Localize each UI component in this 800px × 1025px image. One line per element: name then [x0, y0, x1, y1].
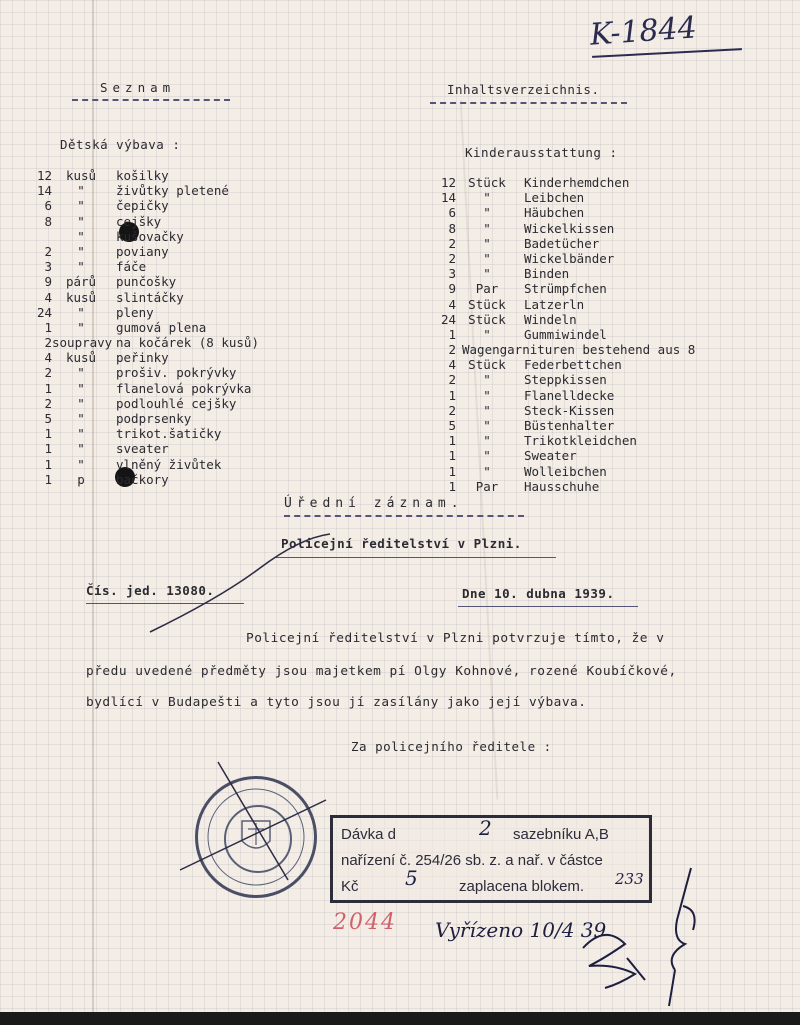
item-name: sveater [116, 441, 169, 457]
item-name: trikot.šatičky [116, 426, 222, 442]
item-name: Hausschuhe [524, 478, 600, 494]
item-unit: " [77, 380, 85, 396]
item-name: poviany [116, 243, 169, 259]
item-unit: " [483, 372, 491, 388]
item-name: kušovačky [116, 228, 184, 244]
list-item [430, 205, 701, 220]
item-unit: " [483, 190, 491, 206]
item-quantity: 9 [448, 281, 456, 297]
item-unit: " [77, 259, 85, 275]
item-quantity: 2 [448, 402, 456, 418]
paper-fold [92, 0, 94, 1025]
item-name: prošiv. pokrývky [116, 365, 237, 381]
item-name: Flanelldecke [524, 387, 615, 403]
item-name: vlněný živůtek [116, 456, 222, 472]
item-unit: Par [475, 281, 499, 297]
item-name [695, 342, 701, 357]
czech-list-title: Seznam [100, 80, 176, 95]
item-name: bačkory [116, 471, 169, 487]
item-quantity: 2 [448, 250, 456, 266]
list-item [22, 168, 259, 183]
item-quantity: 3 [448, 266, 456, 282]
item-unit: Stück [468, 357, 506, 373]
item-unit: " [483, 205, 491, 221]
list-item [22, 229, 259, 244]
item-quantity: 5 [448, 418, 456, 433]
item-name: Wolleibchen [524, 463, 607, 479]
german-item-list [430, 175, 701, 494]
record-title-underline [284, 515, 524, 517]
list-item [430, 342, 701, 357]
item-name: peřinky [116, 350, 169, 366]
item-name: Wickelbänder [524, 250, 615, 266]
item-name: Kinderhemdchen [524, 175, 630, 190]
item-quantity: 2 [448, 372, 456, 388]
list-item [430, 190, 701, 205]
record-date: Dne 10. dubna 1939. [462, 586, 615, 601]
item-quantity: 2 [44, 395, 52, 411]
item-quantity: 1 [448, 433, 456, 449]
item-quantity: 4 [44, 289, 52, 305]
list-item [430, 236, 701, 251]
list-item [22, 441, 259, 456]
item-unit: " [77, 441, 85, 457]
item-name: Binden [524, 266, 570, 282]
list-item [22, 305, 259, 320]
german-list-title: Inhaltsverzeichnis. [447, 82, 600, 97]
list-item [22, 198, 259, 213]
stamp-line-3-label: Kč [341, 878, 359, 895]
item-quantity: 1 [44, 456, 52, 472]
list-item [22, 290, 259, 305]
item-quantity: 5 [44, 411, 52, 426]
item-unit: " [77, 228, 85, 244]
item-unit: Wagengarnituren bestehend aus 8 [462, 342, 696, 358]
item-unit: kusů [65, 289, 97, 305]
item-unit: " [77, 213, 85, 229]
list-item [430, 418, 701, 433]
item-quantity: 4 [44, 350, 52, 366]
stamp-block-number: 233 [615, 870, 644, 888]
list-item [430, 312, 701, 327]
item-name: Leibchen [524, 190, 585, 206]
item-unit: " [77, 319, 85, 335]
item-unit: " [77, 183, 85, 199]
record-authority: Policejní ředitelství v Plzni. [281, 536, 522, 551]
handwritten-note: Vyřízeno 10/4 39 [435, 918, 607, 942]
item-unit: Stück [468, 311, 506, 327]
item-quantity: 3 [44, 259, 52, 275]
german-list-subtitle: Kinderausstattung : [465, 145, 618, 160]
czech-title-underline [72, 99, 230, 101]
item-unit: " [77, 411, 85, 426]
item-quantity: 8 [44, 213, 52, 229]
item-name: cejšky [116, 213, 162, 229]
list-item [430, 433, 701, 448]
item-quantity: 12 [440, 175, 456, 190]
item-quantity: 6 [44, 198, 52, 214]
signature-line: Za policejního ředitele : [351, 739, 552, 754]
list-item [22, 396, 259, 411]
list-item [22, 244, 259, 259]
item-quantity: 1 [448, 448, 456, 464]
fee-stamp [330, 815, 652, 903]
item-unit: Par [475, 478, 499, 494]
item-name: Sweater [524, 448, 577, 464]
item-quantity: 1 [448, 387, 456, 403]
item-name: košilky [116, 168, 169, 183]
item-name: Häubchen [524, 205, 585, 221]
list-item [22, 365, 259, 380]
item-name: gumová plena [116, 319, 207, 335]
item-unit: " [483, 220, 491, 236]
item-quantity: 24 [36, 304, 52, 320]
item-quantity: 14 [440, 190, 456, 206]
reference-number: K-1844 [588, 10, 698, 53]
item-unit: Stück [468, 296, 506, 312]
list-item [430, 175, 701, 190]
item-unit: " [483, 433, 491, 449]
list-item [430, 251, 701, 266]
record-title: Úřední záznam. [284, 496, 464, 511]
item-quantity: 2 [44, 335, 52, 351]
item-name: Federbettchen [524, 357, 622, 373]
german-title-underline [430, 102, 627, 104]
list-item [430, 357, 701, 372]
item-unit: " [77, 395, 85, 411]
item-quantity: 2 [448, 235, 456, 251]
stamp-line-1-label: Dávka d [341, 826, 397, 843]
item-quantity: 2 [44, 365, 52, 381]
item-quantity: 9 [44, 274, 52, 290]
item-quantity: 1 [448, 463, 456, 479]
item-name: živůtky pletené [116, 183, 229, 199]
item-unit: " [483, 448, 491, 464]
item-unit: p [77, 471, 85, 487]
list-item [430, 388, 701, 403]
item-unit: " [483, 250, 491, 266]
item-quantity [22, 229, 52, 244]
item-quantity: 1 [44, 441, 52, 457]
stamp-line-2: nařízení č. 254/26 sb. z. a nař. v částce [341, 852, 603, 869]
item-quantity: 4 [448, 296, 456, 312]
stamp-line-1-rest: sazebníku A,B [513, 826, 609, 843]
item-quantity: 1 [44, 471, 52, 487]
item-unit: kusů [65, 350, 97, 366]
list-item [22, 214, 259, 229]
item-quantity: 12 [36, 168, 52, 183]
item-name: Latzerln [524, 296, 585, 312]
list-item [430, 297, 701, 312]
item-name: podlouhlé cejšky [116, 395, 237, 411]
record-body-line-1: Policejní ředitelství v Plzni potvrzuje tímto, že v [246, 631, 665, 646]
list-item [430, 221, 701, 236]
item-unit: " [483, 463, 491, 479]
scan-edge [0, 1012, 800, 1025]
record-body-line-3: bydlící v Budapešti a tyto jsou jí zasílány jako její výbava. [86, 695, 587, 710]
list-item [430, 327, 701, 342]
item-unit: " [77, 426, 85, 442]
item-name: pleny [116, 304, 154, 320]
item-name: punčošky [116, 274, 177, 290]
list-item [22, 274, 259, 289]
item-quantity: 1 [448, 478, 456, 494]
item-quantity: 4 [448, 357, 456, 373]
list-item [22, 335, 259, 350]
list-item [430, 281, 701, 296]
record-body-line-2: předu uvedené předměty jsou majetkem pí Olgy Kohnové, rozené Koubíčkové, [86, 664, 677, 679]
item-quantity: 6 [448, 205, 456, 221]
list-item [22, 426, 259, 441]
item-name: Wickelkissen [524, 220, 615, 236]
item-quantity: 1 [448, 326, 456, 342]
list-item [430, 448, 701, 463]
item-quantity: 24 [440, 311, 456, 327]
item-unit: " [483, 387, 491, 403]
item-unit: " [483, 235, 491, 251]
czech-item-list [22, 168, 259, 487]
item-unit: " [483, 402, 491, 418]
item-unit: " [77, 365, 85, 381]
czech-list-subtitle: Dětská výbava : [60, 137, 181, 152]
item-quantity: 14 [36, 183, 52, 199]
item-name: čepičky [116, 198, 169, 214]
item-quantity: 1 [44, 319, 52, 335]
item-name: Steck-Kissen [524, 402, 615, 418]
list-item [22, 259, 259, 274]
item-quantity: 2 [448, 342, 456, 358]
item-quantity: 1 [44, 426, 52, 442]
stamp-fill-1: 2 [479, 816, 492, 840]
signature-bottom [575, 918, 655, 998]
item-name: Strümpfchen [524, 281, 607, 297]
list-item [22, 320, 259, 335]
item-unit: párů [65, 274, 97, 290]
item-unit: " [77, 198, 85, 214]
pen-stroke [140, 528, 340, 640]
item-unit: " [483, 266, 491, 282]
list-item [430, 464, 701, 479]
list-item [430, 403, 701, 418]
seal-cross-mark [178, 760, 328, 890]
item-unit: " [77, 243, 85, 259]
list-item [22, 350, 259, 365]
item-unit: kusů [65, 168, 97, 183]
item-name: fáče [116, 259, 147, 275]
item-name: Trikotkleidchen [524, 433, 637, 449]
list-item [430, 479, 701, 494]
item-unit: " [77, 456, 85, 472]
item-name: Steppkissen [524, 372, 607, 388]
item-quantity: 2 [44, 243, 52, 259]
list-item [22, 411, 259, 426]
item-name: Gummiwindel [524, 326, 607, 342]
list-item [430, 372, 701, 387]
list-item [430, 266, 701, 281]
item-unit: soupravy [52, 335, 113, 351]
item-name: Windeln [524, 311, 577, 327]
date-underline [458, 606, 638, 607]
signature-right [655, 860, 715, 1010]
record-reference-number: Čís. jed. 13080. [86, 583, 215, 598]
item-quantity: 8 [448, 220, 456, 236]
item-name: podprsenky [116, 411, 192, 426]
list-item [22, 183, 259, 198]
list-item [22, 381, 259, 396]
red-number: 2044 [333, 910, 397, 935]
stamp-fill-3: 5 [405, 866, 418, 890]
list-item [22, 457, 259, 472]
item-name: na kočárek (8 kusů) [116, 335, 259, 351]
item-name: slintáčky [116, 289, 184, 305]
item-name: Badetücher [524, 235, 600, 251]
item-unit: " [483, 418, 491, 433]
stamp-line-3-rest: zaplacena blokem. [459, 878, 585, 895]
item-name: Büstenhalter [524, 418, 615, 433]
item-name: flanelová pokrývka [116, 380, 252, 396]
item-quantity: 1 [44, 380, 52, 396]
item-unit: " [483, 326, 491, 342]
list-item [22, 472, 259, 487]
item-unit: " [77, 304, 85, 320]
item-unit: Stück [468, 175, 506, 190]
